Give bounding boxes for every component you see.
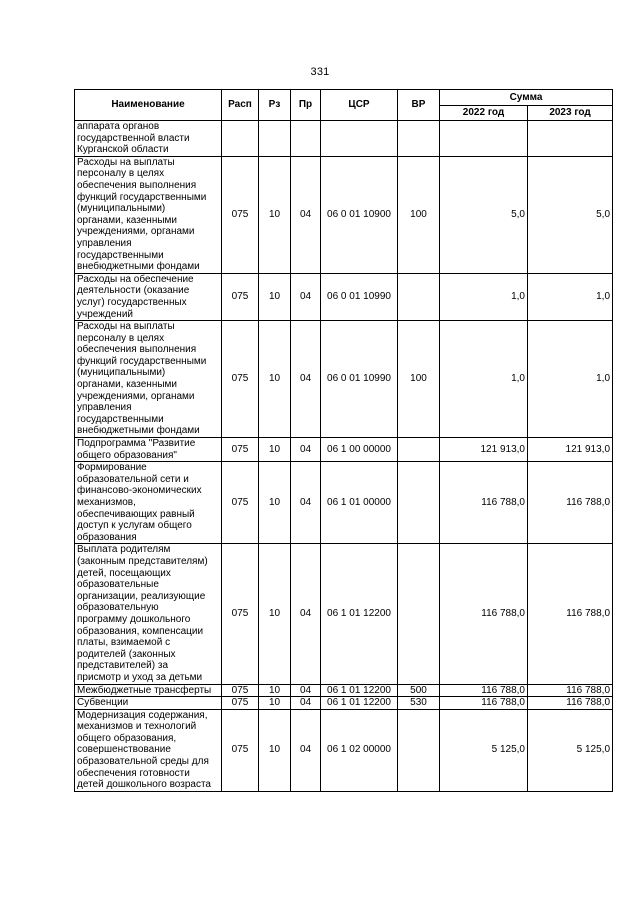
cell-rz: 10 [259, 438, 291, 462]
table-header [75, 90, 613, 121]
cell-sum-2022: 116 788,0 [440, 462, 528, 544]
cell-sum-2022: 1,0 [440, 273, 528, 320]
cell-pr: 04 [291, 438, 321, 462]
header-name: Наименование [75, 90, 222, 121]
cell-pr: 04 [291, 156, 321, 273]
header-sum: Сумма [440, 90, 613, 106]
cell-sum-2023: 121 913,0 [528, 438, 613, 462]
cell-pr: 04 [291, 321, 321, 438]
header-year-2023: 2023 год [528, 106, 613, 121]
cell-name: Расходы на выплаты персоналу в целях обеспечения выполнения функций государственными (муниципальными) органами, казенными учреждениями, органами управления государственными внебюджетными фондами [75, 156, 222, 273]
cell-sum-2023: 116 788,0 [528, 544, 613, 684]
cell-sum-2022: 5,0 [440, 156, 528, 273]
cell-name: Расходы на выплаты персоналу в целях обеспечения выполнения функций государственными (муниципальными) органами, казенными учреждениями, органами управления государственными внебюджетными фондами [75, 321, 222, 438]
table-row [75, 709, 613, 791]
cell-sum-2023: 116 788,0 [528, 462, 613, 544]
cell-vr: 100 [398, 321, 440, 438]
table-row [75, 544, 613, 684]
cell-rz: 10 [259, 156, 291, 273]
cell-rasp: 075 [222, 709, 259, 791]
cell-pr: 04 [291, 273, 321, 320]
cell-pr: 04 [291, 684, 321, 697]
cell-sum-2023: 1,0 [528, 273, 613, 320]
cell-name: Модернизация содержания, механизмов и технологий общего образования, совершенствование образовательной среды для обеспечения готовности детей дошкольного возраста [75, 709, 222, 791]
cell-rasp: 075 [222, 273, 259, 320]
cell-name: Выплата родителям (законным представителям) детей, посещающих образовательные организации, реализующие образовательную программу дошкольного образования, компенсации платы, взимаемой с родителей (законных представителей) за присмотр и уход за детьми [75, 544, 222, 684]
cell-sum-2022: 5 125,0 [440, 709, 528, 791]
cell-sum-2022 [440, 121, 528, 157]
cell-name: Формирование образовательной сети и финансово-экономических механизмов, обеспечивающих равный доступ к услугам общего образования [75, 462, 222, 544]
budget-table [74, 89, 613, 792]
cell-vr [398, 462, 440, 544]
cell-name: Субвенции [75, 697, 222, 710]
cell-sum-2022: 121 913,0 [440, 438, 528, 462]
cell-vr [398, 544, 440, 684]
cell-pr: 04 [291, 697, 321, 710]
cell-vr: 500 [398, 684, 440, 697]
cell-rz [259, 121, 291, 157]
cell-sum-2023: 5,0 [528, 156, 613, 273]
cell-sum-2023: 5 125,0 [528, 709, 613, 791]
cell-vr [398, 273, 440, 320]
cell-rasp [222, 121, 259, 157]
cell-csr [321, 121, 398, 157]
table-row [75, 462, 613, 544]
cell-rasp: 075 [222, 697, 259, 710]
cell-name: Расходы на обеспечение деятельности (оказание услуг) государственных учреждений [75, 273, 222, 320]
cell-csr: 06 1 00 00000 [321, 438, 398, 462]
table-row [75, 321, 613, 438]
cell-sum-2022: 1,0 [440, 321, 528, 438]
cell-pr: 04 [291, 544, 321, 684]
cell-rz: 10 [259, 709, 291, 791]
cell-rasp: 075 [222, 321, 259, 438]
table-row [75, 684, 613, 697]
cell-sum-2023: 1,0 [528, 321, 613, 438]
cell-csr: 06 1 01 00000 [321, 462, 398, 544]
cell-pr [291, 121, 321, 157]
cell-name: Межбюджетные трансферты [75, 684, 222, 697]
header-pr: Пр [291, 90, 321, 121]
cell-pr: 04 [291, 462, 321, 544]
cell-sum-2023: 116 788,0 [528, 697, 613, 710]
table-body [75, 121, 613, 792]
cell-vr [398, 121, 440, 157]
cell-csr: 06 0 01 10900 [321, 156, 398, 273]
header-rasp: Расп [222, 90, 259, 121]
cell-pr: 04 [291, 709, 321, 791]
cell-sum-2023: 116 788,0 [528, 684, 613, 697]
cell-vr: 100 [398, 156, 440, 273]
cell-rz: 10 [259, 462, 291, 544]
header-year-2022: 2022 год [440, 106, 528, 121]
cell-csr: 06 0 01 10990 [321, 273, 398, 320]
table-row [75, 438, 613, 462]
table-row [75, 121, 613, 157]
table-row [75, 697, 613, 710]
cell-rasp: 075 [222, 438, 259, 462]
cell-csr: 06 0 01 10990 [321, 321, 398, 438]
header-rz: Рз [259, 90, 291, 121]
cell-sum-2022: 116 788,0 [440, 697, 528, 710]
cell-csr: 06 1 01 12200 [321, 544, 398, 684]
cell-sum-2022: 116 788,0 [440, 684, 528, 697]
table-row [75, 156, 613, 273]
cell-rasp: 075 [222, 684, 259, 697]
cell-rasp: 075 [222, 462, 259, 544]
cell-rz: 10 [259, 697, 291, 710]
cell-name: аппарата органов государственной власти Курганской области [75, 121, 222, 157]
cell-vr: 530 [398, 697, 440, 710]
cell-sum-2022: 116 788,0 [440, 544, 528, 684]
cell-csr: 06 1 01 12200 [321, 697, 398, 710]
cell-rasp: 075 [222, 544, 259, 684]
header-csr: ЦСР [321, 90, 398, 121]
cell-vr [398, 709, 440, 791]
cell-vr [398, 438, 440, 462]
cell-csr: 06 1 01 12200 [321, 684, 398, 697]
cell-rz: 10 [259, 273, 291, 320]
cell-name: Подпрограмма "Развитие общего образования" [75, 438, 222, 462]
cell-sum-2023 [528, 121, 613, 157]
cell-rz: 10 [259, 684, 291, 697]
cell-csr: 06 1 02 00000 [321, 709, 398, 791]
cell-rz: 10 [259, 544, 291, 684]
header-vr: ВР [398, 90, 440, 121]
cell-rz: 10 [259, 321, 291, 438]
page-number: 331 [310, 66, 330, 78]
cell-rasp: 075 [222, 156, 259, 273]
table-row [75, 273, 613, 320]
